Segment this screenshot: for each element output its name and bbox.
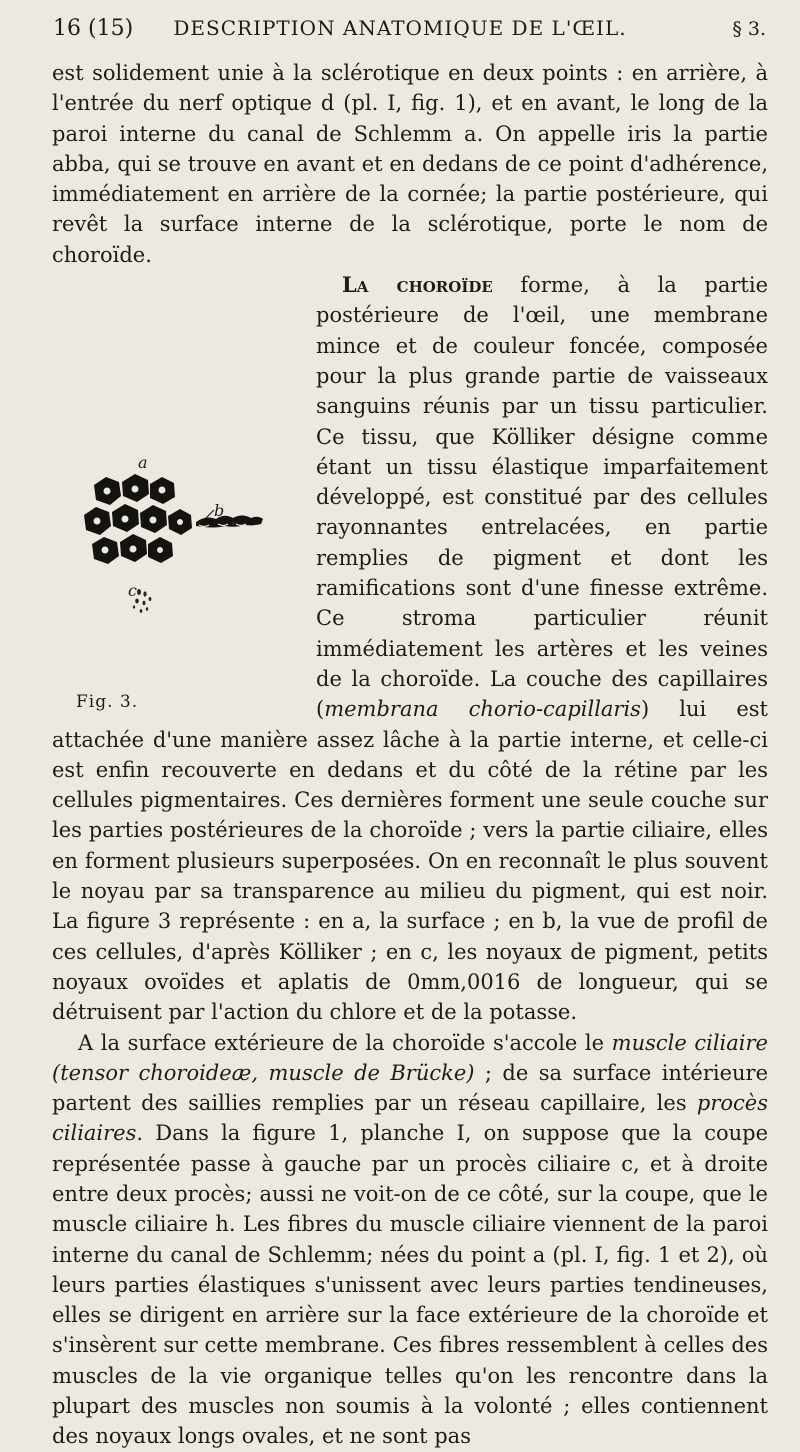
- label-c: c: [128, 581, 137, 601]
- label-b: b: [214, 501, 225, 521]
- term-muscle-ciliaire: muscle ciliaire: [611, 1030, 768, 1055]
- label-a: a: [138, 453, 148, 473]
- body-text: [52, 58, 768, 1452]
- term-choroide: La choroïde: [342, 272, 493, 298]
- term-proces-ciliaires: procès ciliaires: [52, 1091, 768, 1146]
- paragraph-3: A la surface extérieure de la choroïde s'accole le muscle ciliaire (tensor choroideæ, muscle de Brücke) ; de sa surface intérieure partent des saillies remplies par un réseau capillaire, les procès ciliaires. Dans la figure 1, planche I, on suppose que la coupe représentée passe à gauche par un procès ciliaire c, et à droite entre deux procès; aussi ne voit-on de ce côté, sur la coupe, que le muscle ciliaire h. Les fibres du muscle ciliaire viennent de la paroi interne du canal de Schlemm; nées du point a (pl. I, fig. 1 et 2), où leurs parties élastiques s'unissent avec leurs parties tendineuses, elles se dirigent en arrière sur la face extérieure de la choroïde et s'insèrent sur cette membrane. Ces fibres ressemblent à celles des muscles de la vie organique telles qu'on les rencontre dans la plupart des muscles non soumis à la volonté ; elles contiennent des noyaux longs ovales, et ne sont pas: [52, 1030, 768, 1449]
- running-title: DESCRIPTION ANATOMIQUE DE L'ŒIL.: [173, 16, 627, 40]
- page-number: 16 (15): [53, 16, 134, 41]
- figure-3: [46, 270, 312, 724]
- section-number: § 3.: [732, 18, 766, 40]
- figure-caption: Fig. 3.: [76, 692, 139, 713]
- running-header: [0, 6, 800, 56]
- pigment-cells-illustration: [46, 270, 312, 690]
- paragraph-1: est solidement unie à la sclérotique en deux points : en arrière, à l'entrée du nerf optique d (pl. I, fig. 1), et en avant, le long de la paroi interne du canal de Schlemm a. On appelle iris la partie abba, qui se trouve en avant et en dedans de ce point d'adhérence, immédiatement en arrière de la cornée; la partie postérieure, qui revêt la surface interne de la sclérotique, porte le nom de choroïde.: [52, 61, 768, 267]
- paragraph-2: La choroïde forme, à la partie postérieure de l'œil, une membrane mince et de couleur foncée, composée pour la plus grande partie de vaisseaux sanguins réunis par un tissu particulier. Ce tissu, que Kölliker désigne comme étant un tissu élastique imparfaitement développé, est constitué par des cellules rayonnantes entrelacées, en partie remplies de pigment et dont les ramifications sont d'une finesse extrême. Ce stroma particulier réunit immédiatement les artères et les veines de la choroïde. La couche des capillaires (membrana chorio-capillaris) lui est attachée d'une manière assez lâche à la partie interne, et celle-ci est enfin recouverte en dedans et du côté de la rétine par les cellules pigmentaires. Ces dernières forment une seule couche sur les parties postérieures de la choroïde ; vers la partie ciliaire, elles en forment plusieurs superposées. On en reconnaît le plus souvent le noyau par sa transparence au milieu du pigment, qui est noir. La figure 3 représente : en a, la surface ; en b, la vue de profil de ces cellules, d'après Kölliker ; en c, les noyaux de pigment, petits noyaux ovoïdes et aplatis de 0mm,0016 de longueur, qui se détruisent par l'action du chlore et de la potasse.: [52, 272, 768, 1025]
